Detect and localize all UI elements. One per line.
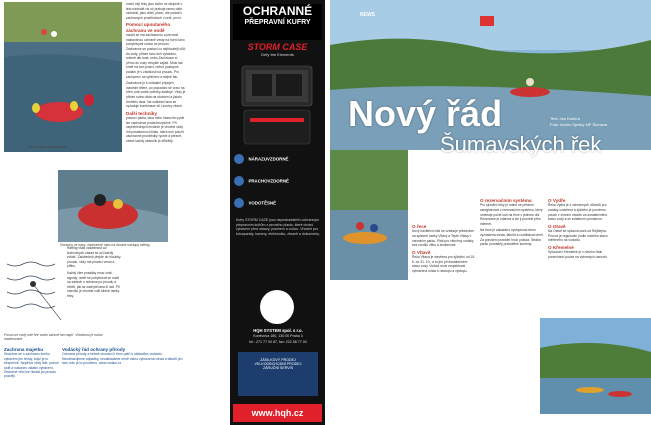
article-author: Text: Jan Kučera (550, 116, 580, 121)
note-box-left (4, 345, 60, 417)
article-title: Nový řád (348, 93, 503, 134)
ad-title-line1: OCHRANNÉ (242, 4, 313, 18)
ad-address: Konévova 160, 130 00 Praha 3 (253, 334, 303, 338)
note-box-right (62, 345, 186, 417)
ad-brand-sub: Defy the Elements (261, 52, 294, 57)
r-col3-heading-1: O Vydře (548, 198, 566, 203)
ad-phone: tel.: 271 77 00 87, fax: 222 58 77 00 (249, 340, 307, 344)
r-col2-text-1: Pro sjíždění řeky je nutné se předem zaregistrovat v rezervačním systému, který omezuje počet lodí na řece v jednom dni. Rezervace je zdarma a lze ji provést přes internet. (480, 203, 543, 226)
storm-case-ad (230, 0, 325, 425)
river-photo-bottom (540, 318, 651, 414)
left-body-text-1: naučit se má záchrannou a pevnost nastavenou ochraně vesty na horní lano pohyblivými vodou se proudu. Zachránce se postaví co nejhlouběji vůči do vody, přitom lano drží vytaženo, vnitrně dle lana, nebo Zachránce si přímo do vody obvykle zajistí. Musí tak umět na tom pozici, neboť postupné podání je v závislosti na proudu. Pro zachycení na vyhlížení a stejně tak. (126, 33, 186, 79)
r-col3-text-1: Řeka Vydra je z ochranných důvodů pro vodáky uzavřena a sjíždění je povoleno pouze v zimním období za dostatečného stavu vody a se zvláštním povolením. (548, 203, 608, 222)
ad-description: Kufry STORM CASE jsou nepostradatelní ochranným přepravním kufrům z pevného plastu, které chrání vybavení před nárazy, prachem a vodou. Vhodné pro fotoaparáty, kamery, elektroniku, zbraně a dokumenty. (236, 218, 320, 236)
ad-feature-2 (234, 172, 322, 190)
photo-caption-2: Všechny ze kasy, záchranné nám na dlouhé nastupy rafting (60, 243, 150, 247)
ad-label-3: VODOTĚSNÉ (248, 200, 277, 206)
rafting-photo-1 (4, 2, 122, 152)
right-column-1 (412, 222, 476, 422)
r-col1-text-1: Nový návštěvní řád se vztahuje především na splavné úseky Vltavy a Teplé Vltavy v národním parku. Platí pro všechny vodáky bez rozdílu věku a zkušeností. (412, 229, 475, 248)
dust-icon (234, 176, 244, 186)
hqh-logo (260, 290, 294, 324)
figure-caption: Posun ze vody ode hře vodní zahrně lan napří. Vhodnost je nutno nastinované (4, 333, 103, 342)
r-col3-heading-3: O Křemelné (548, 244, 574, 250)
ad-title-line2: PŘEPRAVNÍ KUFRY (244, 19, 311, 26)
left-body-text-1b: Zachránce je k ovládání připojen vlastním tělem, po popadání se vrací na břeh, kde podle potřeby asistuje. Vždy je přitom nutno dbát na ukotvení a jistotu druhého lana. Na ovládání lana se vyžaduje kombinace sil i souhry všech. (126, 81, 186, 109)
ad-bottom-3: ZÁRUČNÍ SERVIS (262, 366, 294, 370)
case-image (238, 58, 318, 150)
right-column-2 (480, 196, 544, 422)
note-heading-1: Zachrana majetku (4, 347, 44, 352)
rescue-diagram (3, 254, 65, 330)
r-col2-text-2: Na řece je zakázáno vystupovat mimo vyznačená místa, tábořit a rozdělávat oheň. Za porušení pravidel hrozí pokuta. Strážci parku provádějí pravidelné kontroly. (480, 228, 544, 247)
kayak-photo (330, 150, 408, 280)
note-text-1: Snažíme se o záchranu svého vybavení jen tehdy, když je to bezpečné. Nejdříve vždy lidé, potom lodě a nakonec ostatní vybavení. Ztracené věci lze hledat po proudu později. (4, 352, 59, 379)
ad-feature-3 (234, 194, 322, 212)
article-photo-credit: Foto: Archiv Správy NP Šumava (550, 122, 608, 127)
impact-icon (234, 154, 244, 164)
ad-bottom-1: ZÁSILKOVÝ PRODEJ (260, 358, 296, 362)
r-col3-text-3: Splouvání Křemelné je v návrhu řádu ponecháno pouze na vybraných úsecích. (548, 250, 608, 259)
left-heading-1: Pomocí upoutaného záchranu ve vodě (126, 22, 171, 33)
right-page (330, 0, 651, 425)
left-heading-2: Další techniky (126, 110, 157, 116)
ad-title-box (233, 4, 322, 40)
right-column-4 (616, 196, 648, 316)
ad-bottom-box (238, 352, 318, 396)
left-body-column-a (67, 246, 123, 332)
ad-company: HQH SYSTEM spol. s r.o. (253, 328, 303, 333)
r-col1-text-2: Řeka Vltava je otevřena pro sjíždění od 15. 6. do 31. 10., a to jen při dostatečném stavu vody. Vodáci musí respektovat vyhrazená místa k nástupu a výstupu. (412, 255, 476, 273)
left-body-text-3: Rafting však vzdálenost od technických zásad se učí každý zvlášť. Začátečník přejde do hloubky proudu, vždy má plovací vestu a přilbu. (67, 246, 121, 269)
ad-brand (233, 42, 322, 57)
ad-brand-name: STORM CASE (247, 42, 308, 52)
r-col2-heading-1: O rezervačním systému (480, 198, 532, 203)
r-col1-heading-2: O Vltavě (412, 249, 431, 255)
left-body-text-4: Každý člen posádky musí znát signály, umět se pohybovat ve vodě na zádech s nohama po proudu a vědět, jak se zachytit lana či lodi. Při nácviku je vhodné volit klidné úseky řeky. (67, 270, 120, 298)
note-heading-2: Vodácký řád ochrany přírody (62, 347, 126, 352)
photo-caption-1: Loď Hunaaro raftovoj tibetu (26, 145, 68, 149)
r-col3-heading-2: O Otavě (548, 223, 566, 229)
r-col3-text-2: Na Otavě se splouvá úsek od Rejštejna. Provoz je regulován podle vodního stavu měřeného na vodočtu. (548, 229, 608, 243)
ad-bottom-2: VELKOOBCHODNÍ PRODEJ (254, 362, 302, 366)
ad-feature-1 (234, 150, 322, 168)
ad-url[interactable]: www.hqh.cz (233, 404, 322, 422)
article-subtitle: Šumavských řek (440, 132, 602, 157)
left-body-intro: vodní ceji řeky jsou loďce ve skupině v této nádnotě viz už prakuje raneu dalé. vzdušnit, jako viděl, plavu, ale podati v zachraných prostředcích v celé, první. (126, 2, 183, 20)
water-icon (234, 198, 244, 208)
left-body-column-b (126, 2, 186, 374)
note-text-2: Ochrana přírody a šetrné chování k řece patří k základům vodáctví. Neodhazujeme odpadky, nezakládáme ohně mimo vyhrazená místa a tábořit jen tam, kde je to povoleno. www.vodaci.cz (62, 352, 183, 366)
left-body-text-2: pomocí pádla, lana nebo házecího pytle lze zachránce podat bezpečně. Při nepřehledných místech je vhodné vždy mít postavenou hlídku, která umí použít záchranné prostředky rychle a přesně, neboť každý okamžik je důležitý. (126, 116, 185, 144)
r-col1-heading-1: O řece (412, 224, 427, 229)
left-page (0, 0, 232, 425)
ad-label-1: NÁRAZUVZDORNÉ (248, 156, 289, 162)
ad-label-2: PRACHOVZDORNÉ (248, 178, 289, 184)
page-tag: NEWS (360, 12, 375, 18)
